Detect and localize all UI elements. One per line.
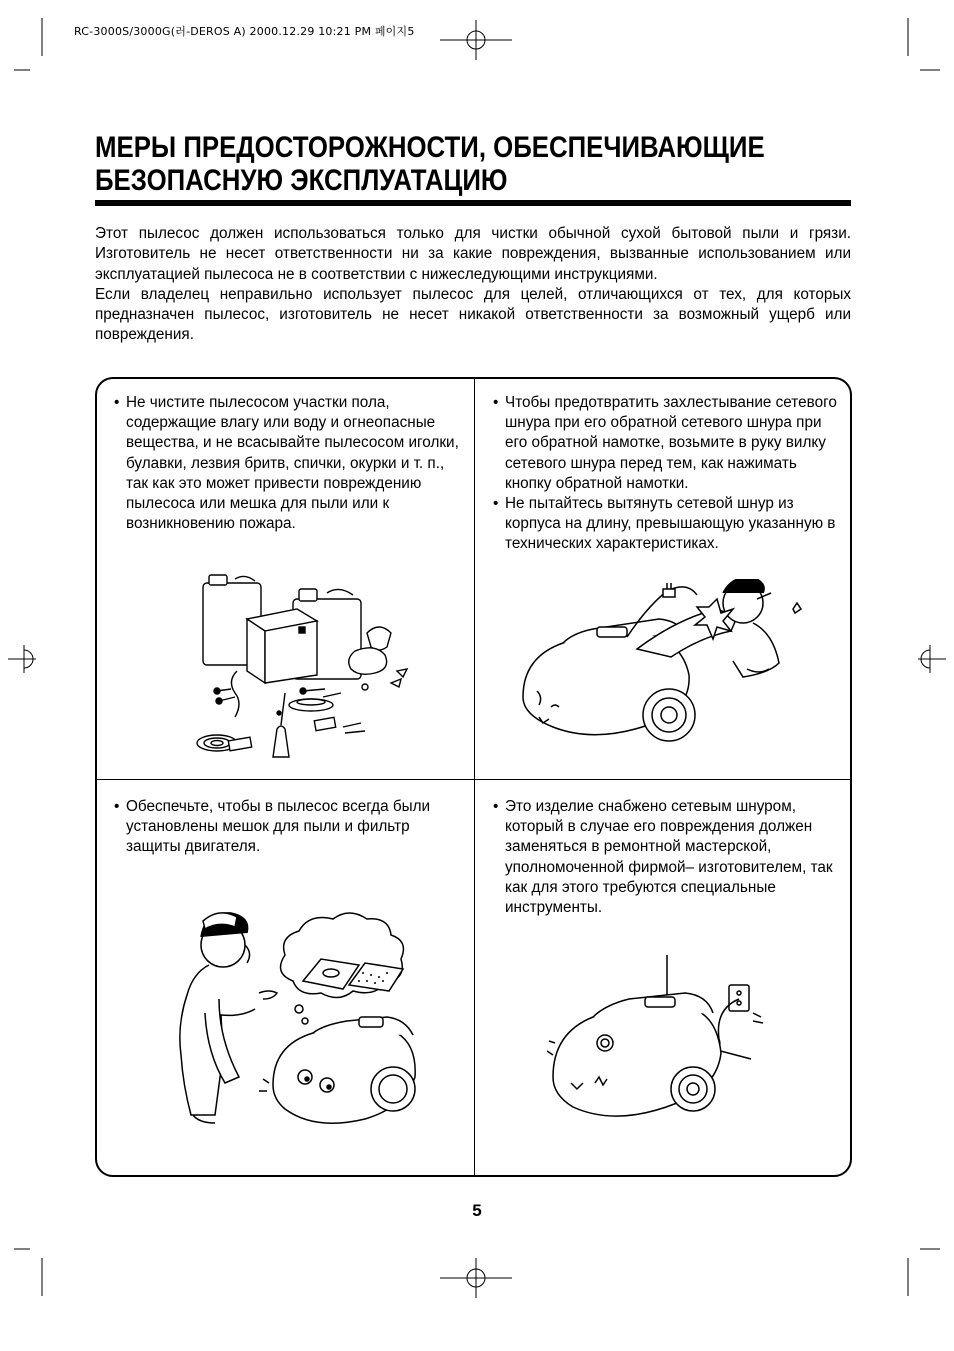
- intro-text: [95, 224, 851, 346]
- instructions-panel: [95, 377, 852, 1177]
- cell-bottom-right-text: [493, 797, 838, 918]
- bullet-item: • Не чистите пылесосом участки пола, содержащие влагу или воду и огнеопасные вещества, и не всасывайте пылесосом иголки, булавки, лезвия бритв, спички, окурки и т. п., так как это может привести повреждению пылесоса или мешка для пыли или к возникновению пожара.: [114, 393, 459, 534]
- bullet-item: • Чтобы предотвратить захлестывание сетевого шнура при его обратной сетевого шнура при его обратной намотке, возьмите в руку вилку сетевого шнура перед тем, как нажимать кнопку обратной намотки.: [493, 393, 838, 494]
- page-title: [95, 131, 765, 197]
- bullet-item: • Обеспечьте, чтобы в пылесос всегда были установлены мешок для пыли и фильтр защиты двигателя.: [114, 797, 444, 858]
- cell-bottom-left-text: [114, 797, 444, 858]
- panel-horizontal-divider: [97, 779, 850, 780]
- panel-vertical-divider: [474, 379, 475, 1175]
- title-line-2: БЕЗОПАСНУЮ ЭКСПЛУАТАЦИЮ: [95, 164, 508, 197]
- power-cord-illustration: [547, 955, 767, 1131]
- cell-top-right-text: [493, 393, 838, 555]
- hazardous-items-illustration: [195, 571, 425, 771]
- cell-top-left-text: [114, 393, 459, 534]
- page-number: 5: [472, 1201, 482, 1220]
- print-header: RC-3000S/3000G(러-DEROS A) 2000.12.29 10:21 PM 페이지5: [74, 25, 415, 38]
- bullet-item: • Это изделие снабжено сетевым шнуром, который в случае его повреждения должен заменяться в ремонтной мастерской, уполномоченной фирмой– изготовителем, так как для этого требуются специальные инструменты.: [493, 797, 838, 918]
- title-rule: [95, 200, 851, 206]
- title-line-1: МЕРЫ ПРЕДОСТОРОЖНОСТИ, ОБЕСПЕЧИВАЮЩИЕ: [95, 131, 765, 164]
- cord-whip-illustration: [517, 579, 817, 759]
- intro-paragraph-1: Этот пылесос должен использоваться только для чистки обычной сухой бытовой пыли и грязи. Изготовитель не несет ответственности ни за какие повреждения, вызванные использованием или эксплуатацией пылесоса не в соответствии с нижеследующими инструкциями.: [95, 225, 851, 283]
- bag-filter-illustration: [163, 903, 423, 1148]
- intro-paragraph-2: Если владелец неправильно использует пылесос для целей, отличающихся от тех, для которых предназначен пылесос, изготовитель не несет никакой ответственности за возможный ущерб или повреждения.: [95, 285, 851, 344]
- bullet-item: • Не пытайтесь вытянуть сетевой шнур из корпуса на длину, превышающую указанную в технических характеристиках.: [493, 494, 838, 555]
